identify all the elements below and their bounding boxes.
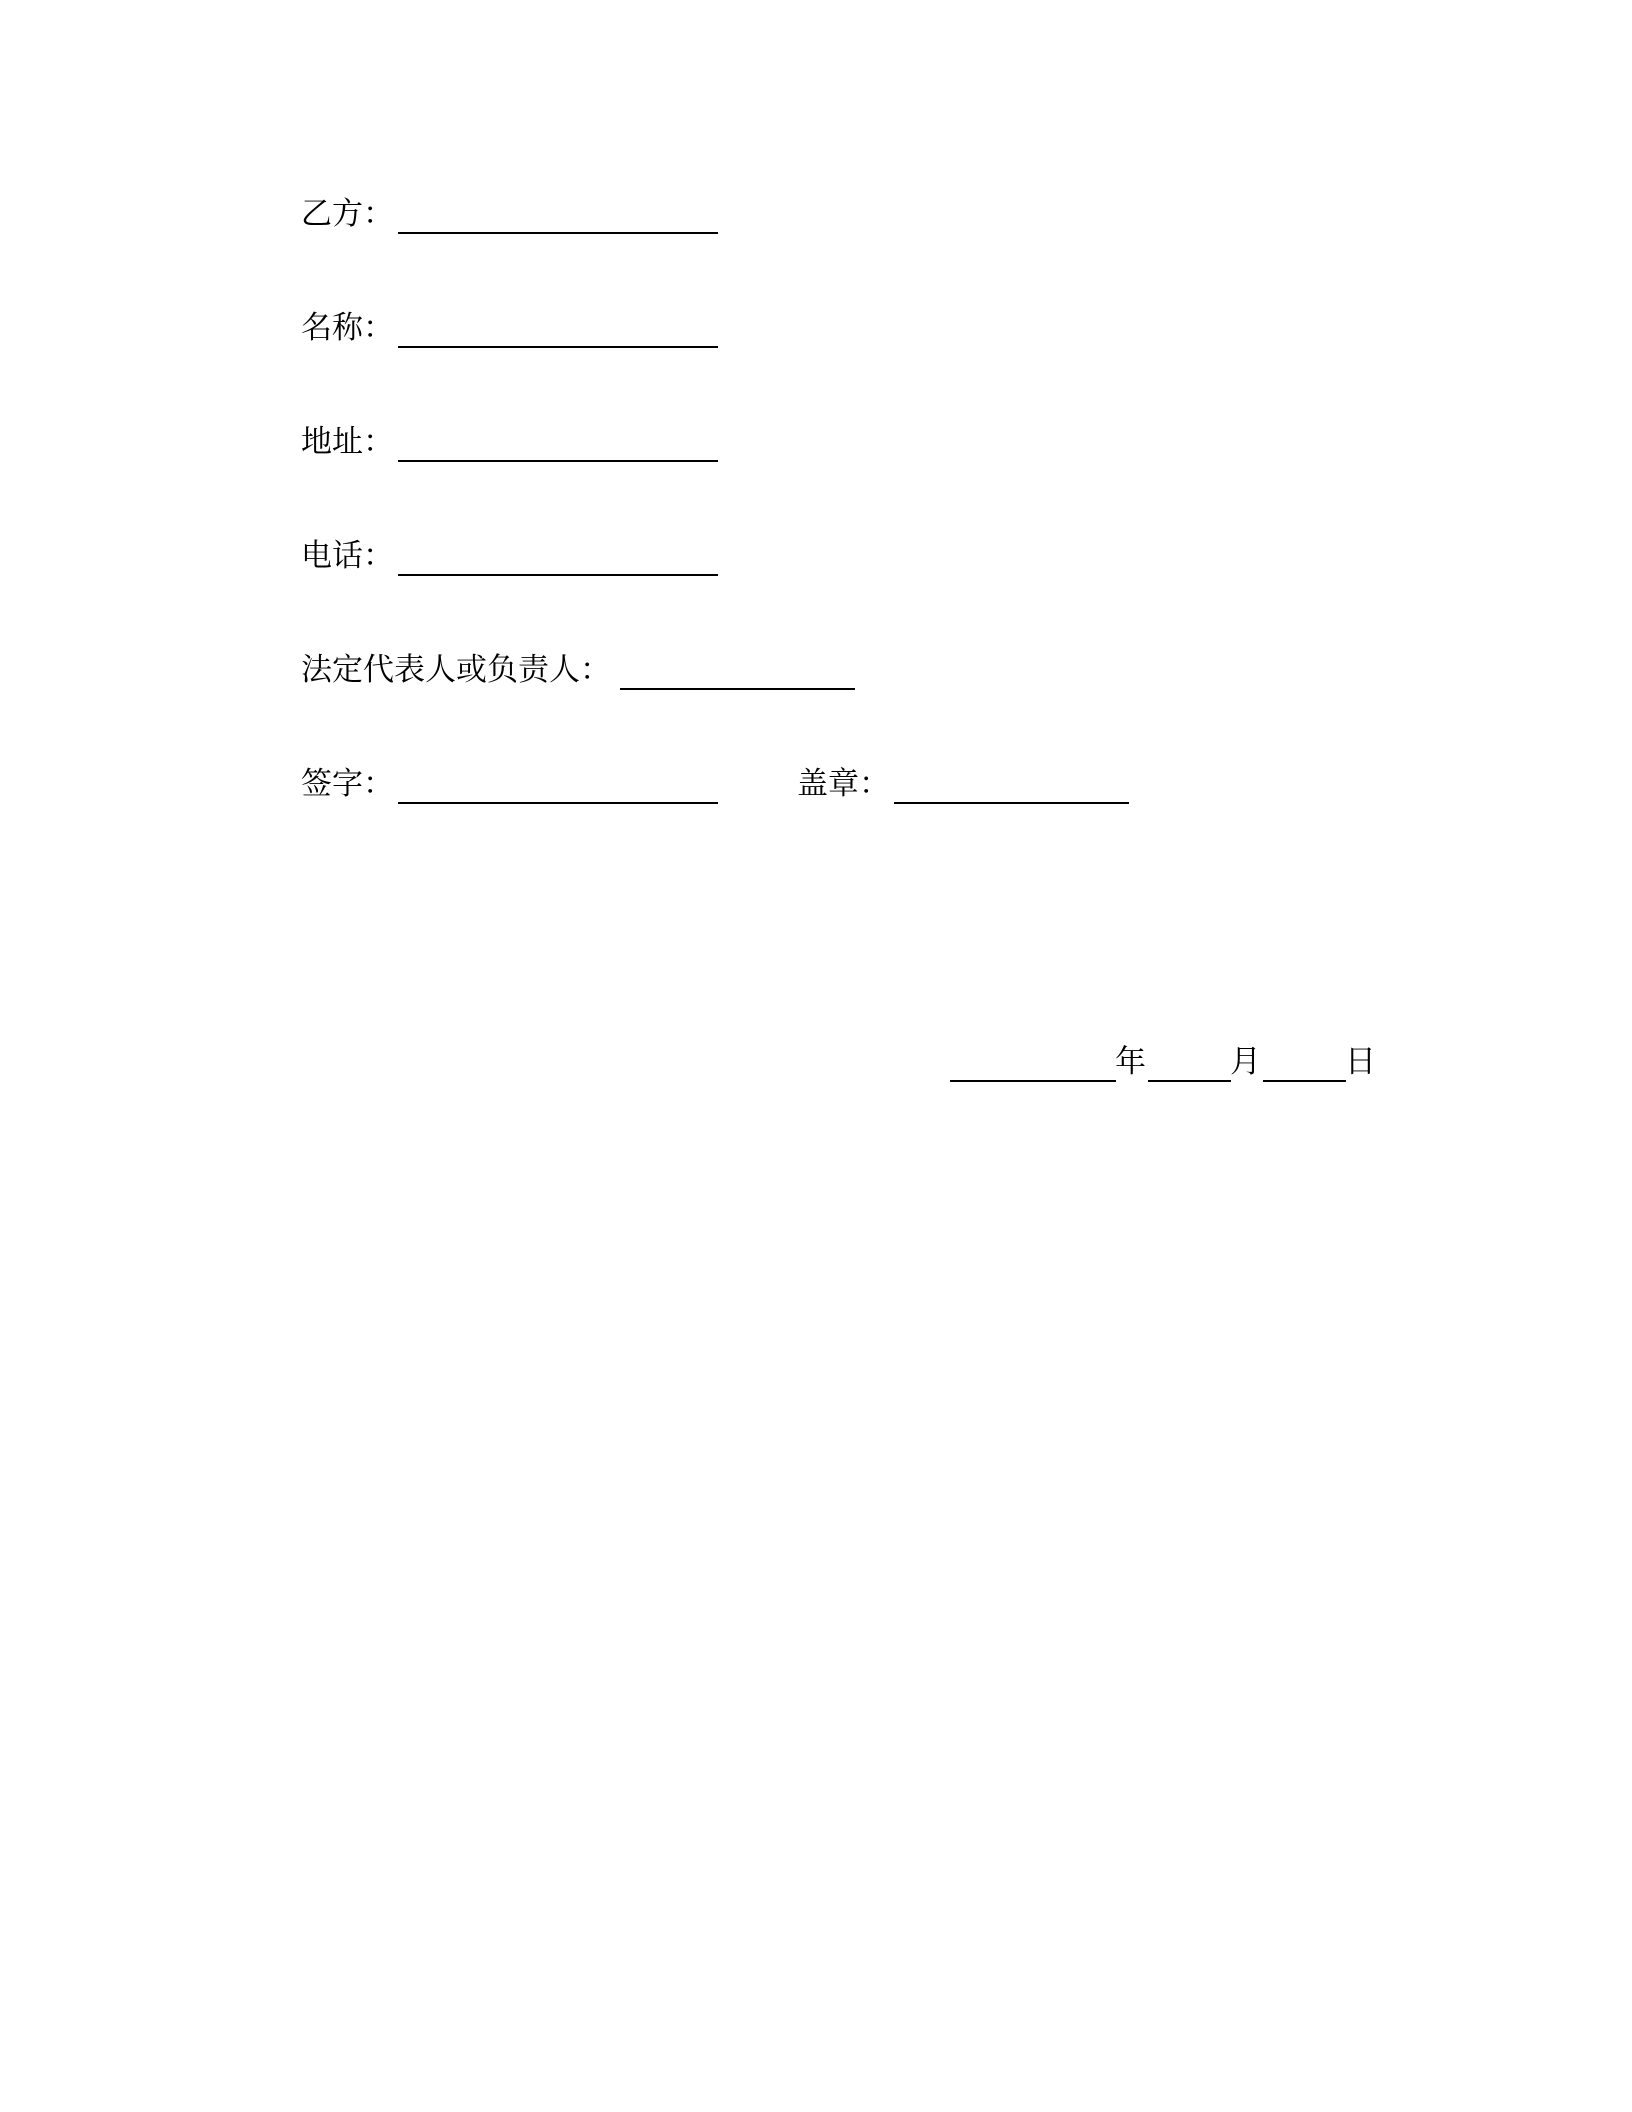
seal-blank[interactable]	[894, 802, 1129, 804]
year-blank[interactable]	[950, 1080, 1116, 1082]
month-label: 月	[1230, 1044, 1261, 1080]
month-blank[interactable]	[1148, 1080, 1231, 1082]
phone-label: 电话：	[301, 538, 394, 574]
address-label: 地址：	[301, 424, 394, 460]
signature-label: 签字：	[301, 766, 394, 802]
legal-representative-label: 法定代表人或负责人：	[301, 652, 611, 688]
signature-blank[interactable]	[398, 802, 718, 804]
day-blank[interactable]	[1263, 1080, 1346, 1082]
legal-representative-blank[interactable]	[620, 688, 855, 690]
party-b-blank[interactable]	[398, 232, 718, 234]
name-label: 名称：	[301, 310, 394, 346]
party-b-label: 乙方：	[301, 196, 394, 232]
day-label: 日	[1345, 1044, 1376, 1080]
name-blank[interactable]	[398, 346, 718, 348]
phone-blank[interactable]	[398, 574, 718, 576]
seal-label: 盖章：	[797, 766, 890, 802]
address-blank[interactable]	[398, 460, 718, 462]
year-label: 年	[1115, 1044, 1146, 1080]
